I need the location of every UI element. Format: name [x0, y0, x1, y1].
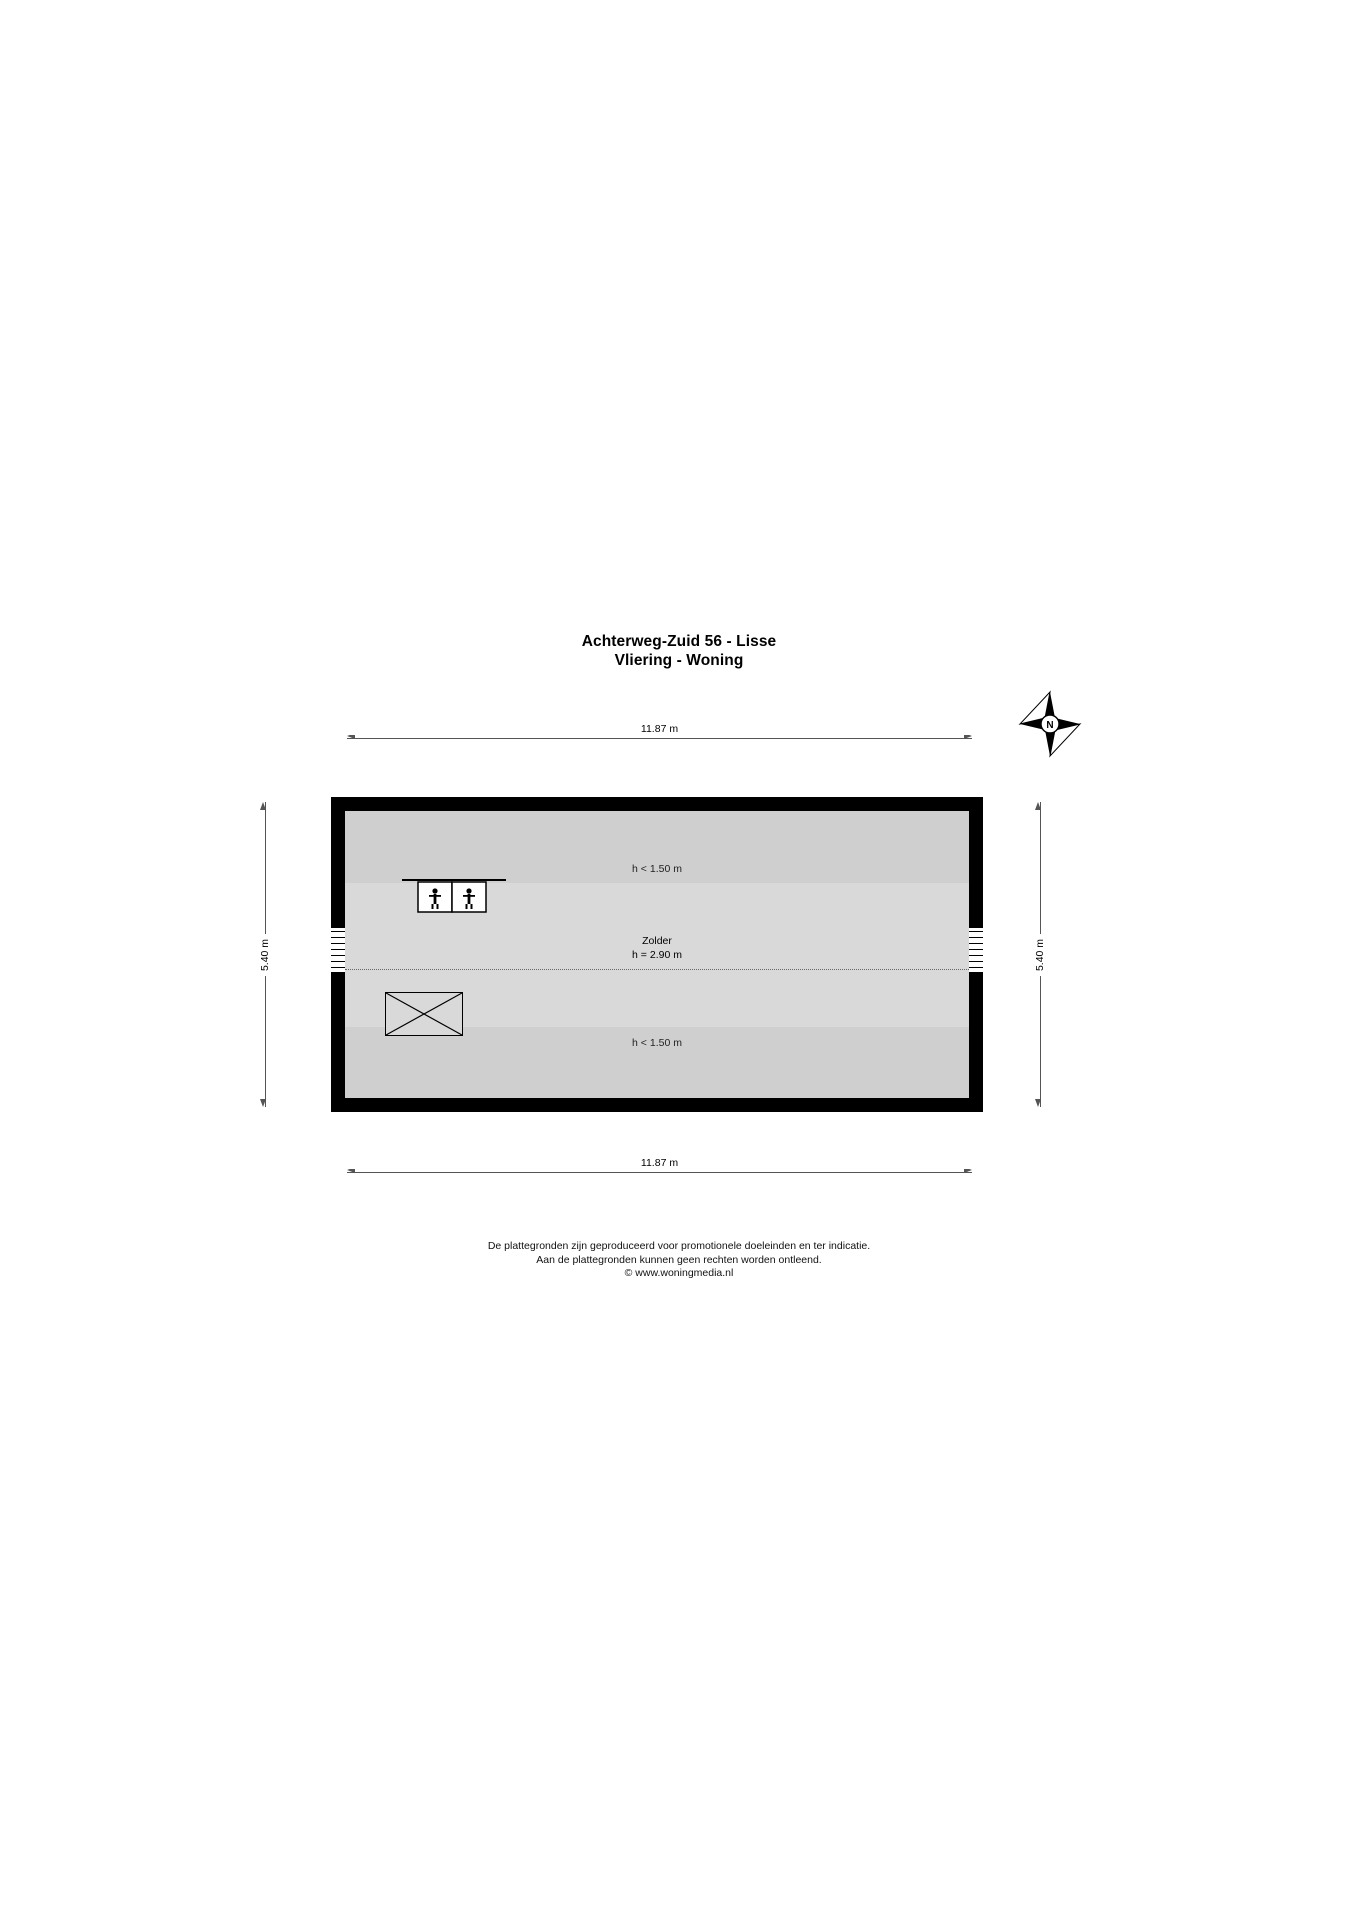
- room-height-label: h = 2.90 m: [632, 949, 682, 961]
- page-title: [0, 632, 1358, 670]
- disclaimer: [0, 1240, 1358, 1281]
- dimension-arrow-bottom: [260, 1099, 266, 1107]
- hatch-opening-icon: [385, 992, 463, 1036]
- compass-north-icon: [1018, 688, 1082, 760]
- floorplan-outer-wall: [331, 797, 983, 1112]
- dimension-top-label: 11.87 m: [635, 723, 684, 735]
- dimension-arrow-top: [1035, 802, 1041, 810]
- copyright-line: © www.woningmedia.nl: [624, 1267, 734, 1279]
- dimension-left: [255, 802, 275, 1107]
- dimension-top-label-wrap: [347, 723, 972, 735]
- dormer-unit-icon: [402, 878, 506, 916]
- ridge-line: [345, 969, 969, 970]
- dimension-arrow-bottom: [1035, 1099, 1041, 1107]
- svg-text:N: N: [1046, 720, 1054, 731]
- dimension-bottom-label: 11.87 m: [635, 1157, 684, 1169]
- dimension-top: [347, 723, 972, 747]
- property-address: Achterweg-Zuid 56 - Lisse: [581, 633, 777, 650]
- dimension-right-label: 5.40 m: [1032, 933, 1048, 975]
- zone-bottom-label: h < 1.50 m: [632, 1037, 682, 1049]
- dimension-right: [1030, 802, 1050, 1107]
- dimension-bottom-label-wrap: [347, 1157, 972, 1169]
- zone-top-label: h < 1.50 m: [632, 863, 682, 875]
- dimension-bottom: [347, 1157, 972, 1181]
- room-name-label: Zolder: [642, 935, 672, 947]
- floor-label: Vliering - Woning: [614, 652, 744, 669]
- dimension-arrow-top: [260, 802, 266, 810]
- floorplan-attic-room: [345, 811, 969, 1098]
- dimension-line: [347, 1172, 972, 1173]
- dimension-left-label: 5.40 m: [257, 933, 273, 975]
- window-right-wall: [969, 928, 983, 972]
- window-left-wall: [331, 928, 345, 972]
- disclaimer-line-1: De plattegronden zijn geproduceerd voor promotionele doeleinden en ter indicatie.: [487, 1240, 871, 1252]
- dimension-line: [347, 738, 972, 739]
- disclaimer-line-2: Aan de plattegronden kunnen geen rechten worden ontleend.: [536, 1253, 822, 1266]
